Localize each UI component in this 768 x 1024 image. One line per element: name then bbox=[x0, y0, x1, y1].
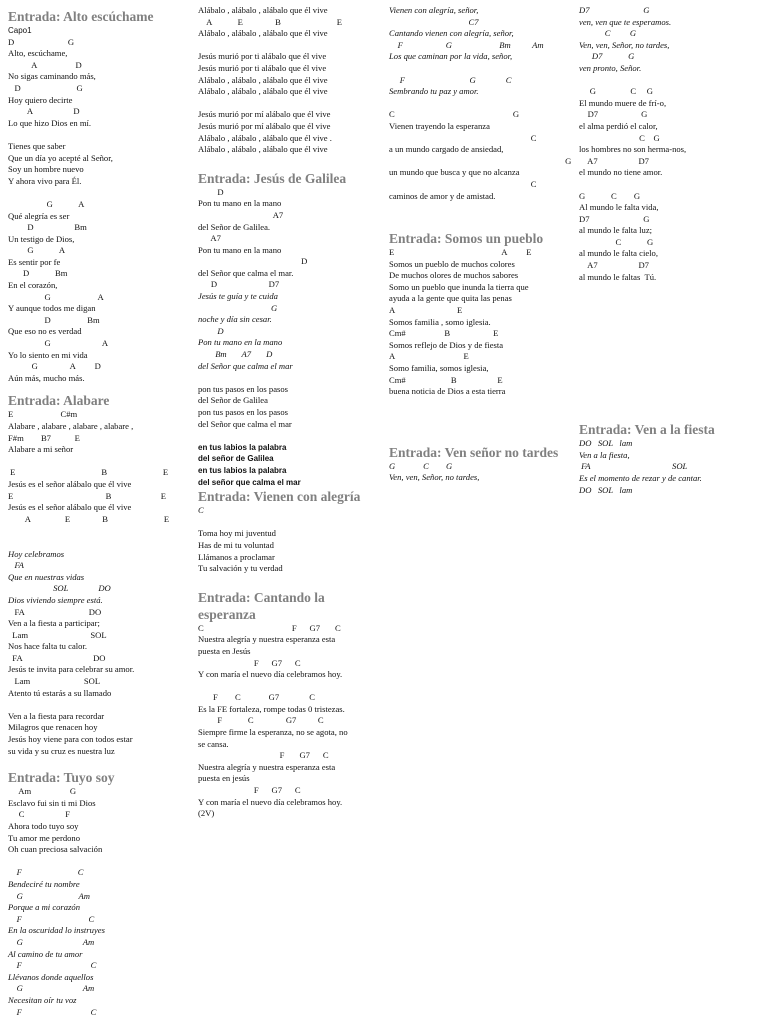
lyric-line: C bbox=[389, 132, 537, 143]
lyric-line: Lam SOL bbox=[8, 676, 101, 687]
lyric-line bbox=[8, 525, 188, 537]
lyric-line: Alábalo , alábalo , alábalo que él vive bbox=[198, 144, 328, 155]
lyric-line: C F G7 C bbox=[198, 622, 341, 633]
song-section bbox=[198, 5, 380, 156]
lyric-line: Toma hoy mi juventud bbox=[198, 528, 276, 539]
lyric-line: Sembrando tu paz y amor. bbox=[389, 86, 479, 97]
lyric-line: Bendeciré tu nombre bbox=[8, 878, 80, 889]
lyric-line: Al mundo le falta vida, bbox=[579, 202, 659, 213]
lyric-line: a un mundo cargado de ansiedad, bbox=[389, 144, 504, 155]
lyric-line: En la oscuridad lo instruyes bbox=[8, 925, 105, 936]
lyric-line: Llévanos donde aquellos bbox=[8, 971, 94, 982]
lyric-line: Ven a la fiesta, bbox=[579, 449, 630, 460]
lyric-line: DO SOL lam bbox=[579, 484, 633, 495]
lyric-line: Milagros que renacen hoy bbox=[8, 722, 98, 733]
lyric-line bbox=[8, 129, 188, 141]
song-section bbox=[198, 589, 380, 820]
lyric-line: Pon tu mano en la mano bbox=[198, 337, 283, 348]
lyric-line bbox=[8, 187, 188, 199]
lyric-line: FA DO bbox=[8, 606, 102, 617]
lyric-line: Y aunque todos me digan bbox=[8, 303, 96, 314]
lyric-line: E A E bbox=[389, 247, 532, 258]
lyric-line bbox=[579, 179, 764, 191]
lyric-line: Vienen con alegría, señor, bbox=[389, 5, 479, 15]
lyric-line: Alábalo , alábalo , alábalo que él vive bbox=[198, 28, 328, 39]
lyric-line: F C G7 C bbox=[198, 692, 315, 703]
lyric-line: A7 D7 bbox=[579, 155, 649, 166]
lyric-line: del Señor que calma el mar bbox=[198, 360, 293, 371]
song-title: Entrada: Somos un pueblo bbox=[389, 231, 544, 247]
lyric-line: Somo un pueblo que inunda la tierra que bbox=[389, 281, 529, 292]
lyric-line: FA SOL bbox=[579, 461, 688, 472]
lyric-line: Jesús murió por mí alábalo que él vive bbox=[198, 120, 331, 131]
lyric-line bbox=[8, 537, 188, 549]
lyric-line: D Bm bbox=[8, 268, 68, 279]
lyric-line: Un testigo de Dios, bbox=[8, 233, 75, 244]
lyric-line: del señor que calma el mar bbox=[198, 477, 301, 487]
lyric-line: G bbox=[198, 302, 278, 313]
lyric-line: Jesús murió por ti alábalo que él vive bbox=[198, 62, 327, 73]
lyric-line: D bbox=[198, 256, 308, 267]
lyric-line: del señor de Galilea bbox=[198, 454, 274, 464]
lyric-line: No sigas caminando más, bbox=[8, 71, 96, 82]
lyric-line: C G bbox=[579, 236, 654, 247]
lyric-line: El mundo muere de frí-o, bbox=[579, 97, 667, 108]
lyric-line: F G7 C bbox=[198, 750, 329, 761]
song-title: Entrada: Tuyo soy bbox=[8, 770, 115, 786]
lyric-line bbox=[579, 75, 764, 87]
song-section bbox=[8, 392, 188, 757]
lyric-line: Y con maría el nuevo día celebramos hoy. bbox=[198, 796, 343, 807]
lyric-line: D bbox=[198, 325, 224, 336]
lyric-line: los hombres no son herma-nos, bbox=[579, 144, 687, 155]
lyric-line: G A D bbox=[8, 361, 101, 372]
lyric-line: Cantando vienen con alegría, señor, bbox=[389, 28, 514, 39]
lyric-line: A D bbox=[8, 59, 82, 70]
lyric-line: SOL DO bbox=[8, 583, 111, 594]
song-section bbox=[198, 488, 380, 575]
lyric-line: su vida y su cruz es nuestra luz bbox=[8, 745, 115, 756]
column-4 bbox=[579, 5, 764, 496]
lyric-line: Oh cuan preciosa salvación bbox=[8, 844, 103, 855]
lyric-line: Al camino de tu amor bbox=[8, 948, 83, 959]
lyric-line: Am G bbox=[8, 786, 77, 797]
lyric-line: E B E bbox=[8, 490, 167, 501]
lyric-line: F G C bbox=[389, 74, 512, 85]
lyric-line: D G bbox=[8, 36, 75, 47]
lyric-line: Pon tu mano en la mano bbox=[198, 244, 282, 255]
lyric-line: A E bbox=[389, 351, 469, 362]
lyric-line: pon tus pasos en los pasos bbox=[198, 407, 288, 417]
song-section bbox=[579, 421, 764, 496]
lyric-line: Tienes que saber bbox=[8, 140, 66, 151]
lyric-line: Jesús es el señor alábalo que él vive bbox=[8, 478, 132, 489]
lyric-line: Nuestra alegría y nuestra esperanza esta bbox=[198, 634, 336, 645]
lyric-line: del Señor de Galilea. bbox=[198, 221, 271, 232]
lyric-line: Que eso no es verdad bbox=[8, 326, 82, 337]
lyric-line: Tu amor me perdono bbox=[8, 832, 81, 843]
lyric-line: Has de mi tu voluntad bbox=[198, 539, 274, 550]
song-title: Entrada: Ven señor no tardes bbox=[389, 444, 559, 460]
lyric-line: D7 G bbox=[579, 213, 650, 224]
lyric-line: G Am bbox=[8, 890, 90, 901]
lyric-line: Llámanos a proclamar bbox=[198, 551, 275, 562]
lyric-line: D Bm bbox=[8, 314, 100, 325]
lyric-line: Lo que hizo Dios en mí. bbox=[8, 117, 92, 128]
lyric-line: A E B E bbox=[198, 16, 342, 27]
lyric-line: Capo1 bbox=[8, 26, 32, 35]
lyric-line: F C bbox=[8, 913, 95, 924]
lyric-line: Jesús es el señor alábalo que él vive bbox=[8, 502, 132, 513]
lyric-line: puesta en Jesús bbox=[198, 645, 251, 656]
lyric-line: FA bbox=[8, 560, 24, 571]
lyric-line: D bbox=[198, 186, 224, 197]
lyric-line: Alábalo , alábalo , alábalo que él vive . bbox=[198, 132, 332, 143]
lyric-line: D7 G bbox=[579, 5, 650, 15]
lyric-line: el mundo no tiene amor. bbox=[579, 167, 663, 178]
lyric-line: Y ahora vivo para Él. bbox=[8, 175, 82, 186]
lyric-line: G Am bbox=[8, 983, 95, 994]
lyric-line: en tus labios la palabra bbox=[198, 465, 287, 475]
lyric-line: Alábalo , alábalo , alábalo que él vive bbox=[198, 86, 328, 97]
lyric-line: Somos reflejo de Dios y de fiesta bbox=[389, 339, 504, 350]
lyric-line: Siempre firme la esperanza, no se agota, no bbox=[198, 727, 348, 738]
lyric-line: (2V) bbox=[198, 808, 215, 819]
lyric-line: F C G7 C bbox=[198, 715, 324, 726]
lyric-line: A7 bbox=[198, 233, 221, 244]
lyric-line: Ven, ven, Señor, no tardes, bbox=[579, 39, 670, 50]
column-3 bbox=[389, 5, 571, 484]
lyric-line: Aún más, mucho más. bbox=[8, 372, 85, 383]
column-2 bbox=[198, 5, 380, 820]
lyric-line: G Am bbox=[8, 936, 95, 947]
lyric-line: Cm# B E bbox=[389, 328, 499, 339]
lyric-line: ven pronto, Señor. bbox=[579, 62, 642, 73]
lyric-line: Alabare , alabare , alabare , alabare , bbox=[8, 421, 134, 431]
lyric-line: Alabare a mi señor bbox=[8, 444, 74, 455]
lyric-line: Ven, ven, Señor, no tardes, bbox=[389, 472, 480, 483]
lyric-line bbox=[389, 98, 571, 110]
song-section bbox=[389, 5, 571, 202]
song-section bbox=[198, 170, 380, 488]
lyric-line: G A bbox=[8, 245, 66, 256]
lyric-line: C G bbox=[579, 132, 660, 143]
lyric-line: Y con maría el nuevo día celebramos hoy. bbox=[198, 669, 343, 680]
lyric-line bbox=[8, 856, 188, 868]
lyric-line bbox=[389, 63, 571, 75]
lyric-line: F C bbox=[8, 1006, 97, 1017]
song-title: Entrada: Vienen con alegría bbox=[198, 489, 361, 505]
lyric-line bbox=[198, 40, 380, 52]
lyric-line: ven, ven que te esperamos. bbox=[579, 16, 672, 27]
lyric-line: Bm A7 D bbox=[198, 349, 273, 360]
lyric-line: DO SOL lam bbox=[579, 438, 633, 449]
lyric-line: noche y día sin cesar. bbox=[198, 314, 272, 325]
lyric-line: del Señor de Galilea bbox=[198, 395, 268, 406]
lyric-line: Ven a la fiesta a participar; bbox=[8, 618, 100, 629]
song-section bbox=[579, 5, 764, 283]
lyric-line: Hoy celebramos bbox=[8, 548, 65, 559]
lyric-line: Qué alegría es ser bbox=[8, 210, 70, 221]
lyric-line: Jesús te invita para celebrar su amor. bbox=[8, 664, 135, 675]
song-title: Entrada: Alto escúchame bbox=[8, 9, 154, 24]
lyric-line: ayuda a la gente que quita las penas bbox=[389, 293, 512, 304]
lyric-line: Alábalo , alábalo , alábalo que él vive bbox=[198, 5, 328, 15]
lyric-line: De muchos olores de muchos sabores bbox=[389, 270, 519, 281]
lyric-line: Ven a la fiesta para recordar bbox=[8, 710, 105, 721]
lyric-line: Porque a mi corazón bbox=[8, 902, 81, 913]
lyric-line: Soy un hombre nuevo bbox=[8, 164, 84, 175]
song-title: Entrada: Cantando la esperanza bbox=[198, 589, 325, 622]
lyric-line: C F bbox=[8, 809, 71, 820]
lyric-line: Los que caminan por la vida, señor, bbox=[389, 51, 513, 62]
lyric-line: G C G bbox=[389, 460, 453, 471]
lyric-line: C7 bbox=[389, 16, 479, 27]
song-section bbox=[8, 769, 188, 1018]
lyric-line: un mundo que busca y que no alcanza bbox=[389, 167, 520, 178]
lyric-line bbox=[198, 681, 380, 693]
lyric-line: En el corazón, bbox=[8, 280, 58, 291]
lyric-line: Necesitan oír tu voz bbox=[8, 994, 77, 1005]
lyric-line: Alábalo , alábalo , alábalo que él vive bbox=[198, 74, 328, 85]
lyric-line: D7 G bbox=[579, 51, 635, 62]
lyric-line: A7 bbox=[198, 209, 284, 220]
lyric-line: el alma perdió el calor, bbox=[579, 120, 658, 131]
lyric-line bbox=[198, 372, 380, 384]
lyric-line bbox=[198, 517, 380, 529]
lyric-line: FA DO bbox=[8, 652, 106, 663]
lyric-line: Hoy quiero decirte bbox=[8, 94, 73, 105]
lyric-line: Vienen trayendo la esperanza bbox=[389, 120, 490, 131]
lyric-line: G bbox=[389, 155, 572, 166]
lyric-line: E C#m bbox=[8, 409, 78, 420]
lyric-line: A E B E bbox=[8, 513, 170, 524]
lyric-line: del Señor que calma el mar bbox=[198, 418, 292, 429]
lyric-line bbox=[8, 699, 188, 711]
lyric-line: F G7 C bbox=[198, 785, 301, 796]
lyric-line: Nuestra alegría y nuestra esperanza esta bbox=[198, 761, 336, 772]
lyric-line: D7 G bbox=[579, 109, 648, 120]
lyric-line: Atento tú estarás a su llamado bbox=[8, 687, 112, 698]
lyric-line: C G bbox=[389, 109, 520, 120]
lyric-line bbox=[198, 98, 380, 110]
lyric-line: Esclavo fui sin ti mi Dios bbox=[8, 797, 96, 808]
lyric-line: F C bbox=[8, 960, 97, 971]
lyric-line: F G Bm Am bbox=[389, 39, 544, 50]
lyric-line: F#m B7 E bbox=[8, 432, 80, 443]
lyric-line: E B E bbox=[8, 467, 169, 478]
lyric-line: A E bbox=[389, 305, 463, 316]
lyric-line: al mundo le falta luz; bbox=[579, 225, 653, 236]
lyric-line: Pon tu mano en la mano bbox=[198, 198, 282, 209]
lyric-line: Jesús te guía y te cuida bbox=[198, 291, 278, 302]
column-1 bbox=[8, 8, 188, 1018]
lyric-line: F G7 C bbox=[198, 657, 301, 668]
lyric-line: Tu salvación y tu verdad bbox=[198, 563, 283, 574]
song-title: Entrada: Alabare bbox=[8, 393, 110, 409]
lyric-line bbox=[198, 430, 380, 442]
lyric-line: C G bbox=[579, 28, 637, 39]
lyric-line: Alto, escúchame, bbox=[8, 48, 68, 59]
lyric-line: Somos familia , somo iglesia. bbox=[389, 316, 491, 327]
lyric-line: G A bbox=[8, 291, 104, 302]
lyric-line: Lam SOL bbox=[8, 629, 107, 640]
lyric-line: Es el momento de rezar y de cantar. bbox=[579, 473, 702, 484]
lyric-line: Somo familia, somos iglesia, bbox=[389, 363, 489, 374]
lyric-line: Que un día yo acepté al Señor, bbox=[8, 152, 113, 163]
lyric-line: Jesús murió por mí alábalo que él vive bbox=[198, 109, 331, 120]
lyric-line: F C bbox=[8, 867, 84, 878]
lyric-line: en tus labios la palabra bbox=[198, 442, 287, 452]
lyric-line: Es sentir por fe bbox=[8, 256, 61, 267]
lyric-line: puesta en jesús bbox=[198, 773, 250, 784]
lyric-line: C bbox=[198, 505, 204, 516]
lyric-line: Ahora todo tuyo soy bbox=[8, 821, 79, 831]
song-title: Entrada: Ven a la fiesta bbox=[579, 422, 715, 438]
lyric-line: Somos un pueblo de muchos colores bbox=[389, 258, 515, 269]
lyric-line: caminos de amor y de amistad. bbox=[389, 190, 496, 201]
lyric-line: D D7 bbox=[198, 279, 280, 290]
lyric-line: del Señor que calma el mar. bbox=[198, 267, 294, 278]
lyric-line bbox=[8, 456, 188, 468]
lyric-line: Jesús hoy viene para con todos estar bbox=[8, 734, 133, 745]
lyric-line: se cansa. bbox=[198, 738, 229, 749]
song-section bbox=[8, 8, 188, 384]
lyric-line: G A bbox=[8, 338, 109, 349]
lyric-line: Dios viviendo siempre está. bbox=[8, 594, 103, 605]
lyric-line: Cm# B E bbox=[389, 374, 503, 385]
lyric-line: Es la FE fortaleza, rompe todas 0 tristezas. bbox=[198, 703, 345, 714]
lyric-line: Que en nuestras vidas bbox=[8, 571, 85, 582]
song-section bbox=[389, 230, 571, 398]
lyric-line: G C G bbox=[579, 190, 641, 201]
lyric-line: al mundo le faltas Tú. bbox=[579, 271, 657, 282]
lyric-line: D G bbox=[8, 82, 83, 93]
lyric-line: Jesús murió por ti alábalo que él vive bbox=[198, 51, 327, 62]
lyric-line: C bbox=[389, 178, 537, 189]
lyric-line: pon tus pasos en los pasos bbox=[198, 383, 288, 394]
lyric-line: Yo lo siento en mi vida bbox=[8, 349, 88, 360]
lyric-line: buena noticia de Dios a esta tierra bbox=[389, 386, 506, 397]
lyric-line: Nos hace falta tu calor. bbox=[8, 641, 87, 652]
song-section bbox=[389, 444, 571, 484]
lyric-line: A7 D7 bbox=[579, 260, 649, 271]
lyric-line: D Bm bbox=[8, 222, 87, 233]
lyric-line: G A bbox=[8, 198, 85, 209]
lyric-line: al mundo le falta cielo, bbox=[579, 248, 658, 259]
lyric-line: A D bbox=[8, 106, 80, 117]
song-title: Entrada: Jesús de Galilea bbox=[198, 170, 347, 186]
lyric-line: G C G bbox=[579, 86, 654, 97]
